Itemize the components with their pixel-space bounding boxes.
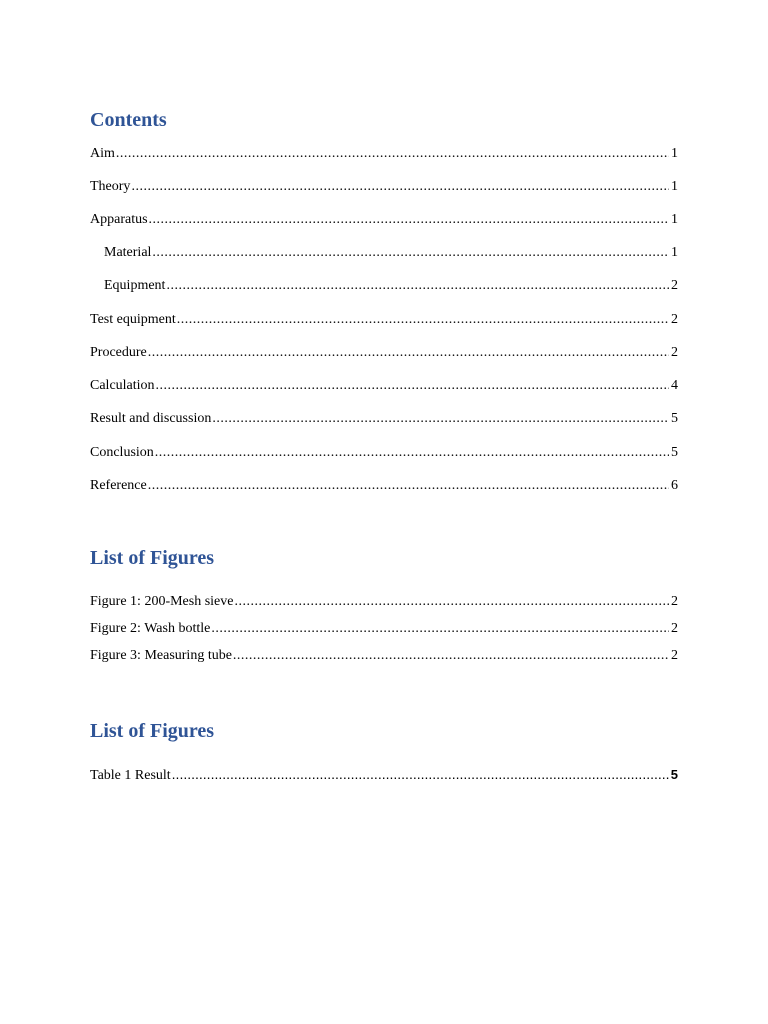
dot-leader	[211, 620, 669, 638]
dot-leader	[149, 211, 669, 229]
toc-entry-test-equipment[interactable]	[90, 311, 678, 329]
toc-entry-material[interactable]	[104, 244, 678, 262]
toc-entry-procedure[interactable]	[90, 344, 678, 362]
toc-entry-label: Theory	[90, 179, 131, 194]
table-entry-1[interactable]	[90, 765, 678, 783]
toc-entry-page: 2	[671, 312, 678, 327]
toc-entry-page: 1	[671, 146, 678, 161]
toc-entry-label: Aim	[90, 146, 115, 161]
figure-entry-1[interactable]	[90, 593, 678, 611]
figure-entry-3[interactable]	[90, 647, 678, 665]
toc-entry-calculation[interactable]	[90, 377, 678, 395]
toc-entry-equipment[interactable]	[104, 277, 678, 295]
table-entry-page: 5	[670, 767, 678, 782]
figure-entry-page: 2	[671, 621, 678, 636]
toc-entry-label: Result and discussion	[90, 411, 212, 426]
toc-entry-aim[interactable]	[90, 145, 678, 163]
figure-entry-2[interactable]	[90, 620, 678, 638]
dot-leader	[212, 410, 669, 428]
figure-entry-page: 2	[671, 594, 678, 609]
dot-leader	[148, 477, 669, 495]
list-of-tables-heading: List of Figures	[90, 720, 215, 742]
toc-entry-page: 2	[671, 345, 678, 360]
toc-entry-apparatus[interactable]	[90, 211, 678, 229]
toc-entry-label: Material	[104, 245, 152, 260]
toc-entry-page: 1	[671, 245, 678, 260]
dot-leader	[234, 593, 669, 611]
toc-entry-label: Equipment	[104, 278, 166, 293]
figure-entry-page: 2	[671, 648, 678, 663]
figure-entry-label: Figure 1: 200-Mesh sieve	[90, 594, 234, 609]
toc-entry-reference[interactable]	[90, 477, 678, 495]
dot-leader	[155, 444, 669, 462]
toc-entry-page: 6	[671, 478, 678, 493]
dot-leader	[172, 765, 669, 783]
dot-leader	[233, 647, 669, 665]
toc-entry-page: 1	[671, 179, 678, 194]
toc-entry-label: Conclusion	[90, 445, 154, 460]
list-of-figures-heading: List of Figures	[90, 547, 215, 569]
figure-entry-label: Figure 2: Wash bottle	[90, 621, 211, 636]
toc-entry-page: 2	[671, 278, 678, 293]
toc-entry-label: Reference	[90, 478, 147, 493]
dot-leader	[152, 244, 669, 262]
toc-entry-page: 4	[671, 378, 678, 393]
table-entry-label: Table 1 Result	[90, 768, 171, 783]
toc-entry-theory[interactable]	[90, 178, 678, 196]
toc-entry-page: 1	[671, 212, 678, 227]
toc-entry-page: 5	[671, 445, 678, 460]
figure-entry-label: Figure 3: Measuring tube	[90, 648, 232, 663]
toc-entry-label: Procedure	[90, 345, 147, 360]
dot-leader	[177, 311, 669, 329]
dot-leader	[131, 178, 669, 196]
toc-entry-label: Test equipment	[90, 312, 176, 327]
toc-entry-label: Calculation	[90, 378, 155, 393]
toc-entry-conclusion[interactable]	[90, 444, 678, 462]
toc-entry-result-and-discussion[interactable]	[90, 410, 678, 428]
dot-leader	[148, 344, 669, 362]
toc-entry-label: Apparatus	[90, 212, 148, 227]
contents-heading: Contents	[90, 109, 167, 131]
dot-leader	[156, 377, 669, 395]
dot-leader	[116, 145, 669, 163]
dot-leader	[166, 277, 669, 295]
toc-entry-page: 5	[671, 411, 678, 426]
